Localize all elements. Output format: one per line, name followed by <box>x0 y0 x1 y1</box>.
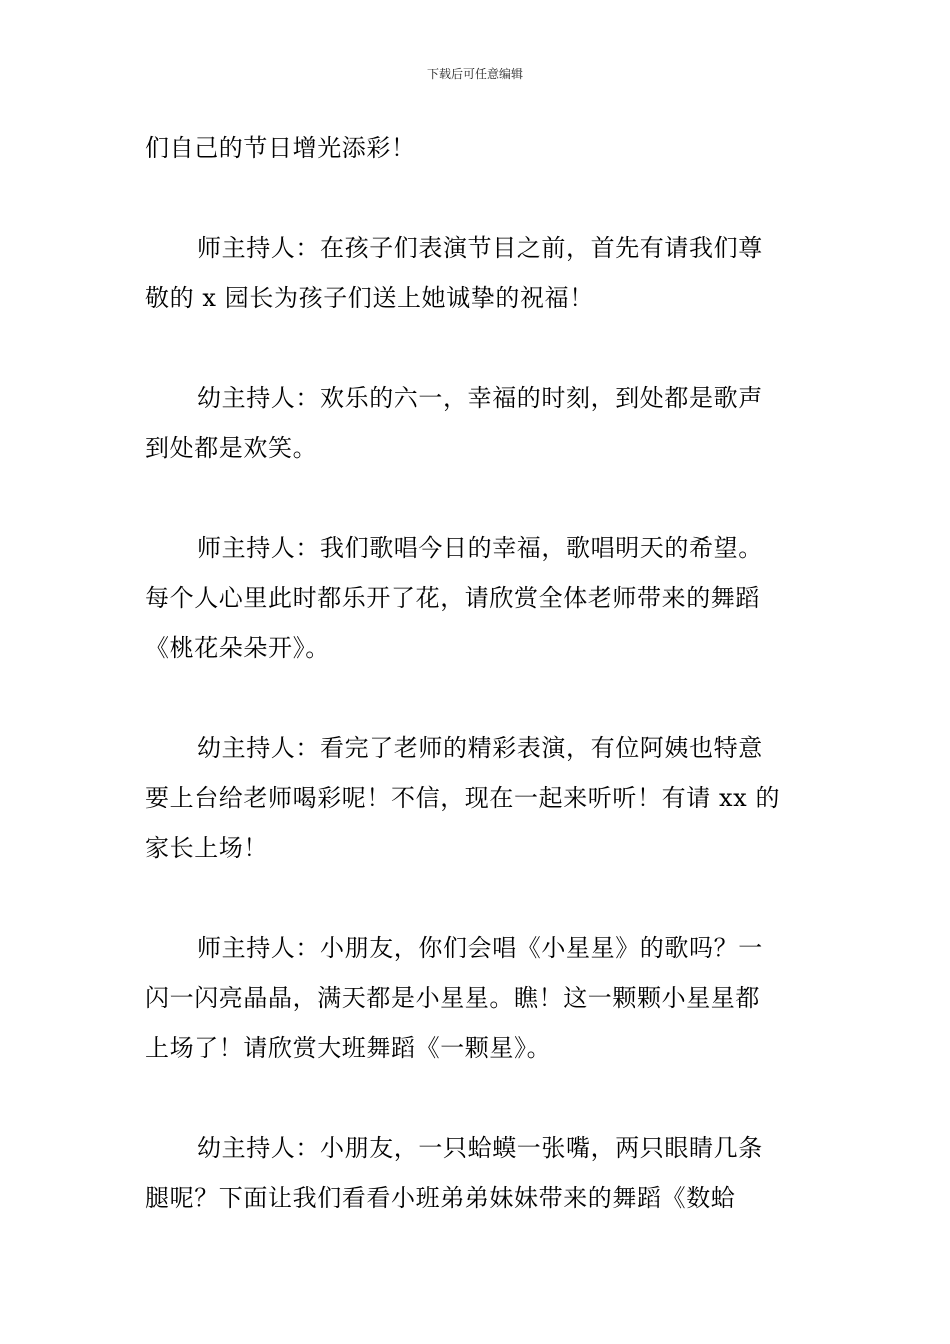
text-line: 幼主持人：欢乐的六一，幸福的时刻，到处都是歌声 <box>197 384 763 412</box>
text-line: 幼主持人：小朋友，一只蛤蟆一张嘴，两只眼睛几条 <box>197 1134 763 1162</box>
text-line: 上场了！请欣赏大班舞蹈《一颗星》。 <box>145 1034 552 1062</box>
text-line: 到处都是欢笑。 <box>145 434 318 462</box>
paragraph <box>145 1123 810 1223</box>
paragraph <box>145 223 810 323</box>
paragraph <box>145 373 810 473</box>
text-line: 师主持人：我们歌唱今日的幸福，歌唱明天的希望。 <box>197 534 763 562</box>
text-line: 家长上场！ <box>145 834 268 862</box>
paragraph <box>145 523 810 673</box>
paragraph <box>145 923 810 1073</box>
text-line: 要上台给老师喝彩呢！不信，现在一起来听听！有请 xx 的 <box>145 784 781 812</box>
text-line: 敬的 x 园长为孩子们送上她诚挚的祝福！ <box>145 284 594 312</box>
text-line: 《桃花朵朵开》。 <box>145 634 330 662</box>
text-line: 们自己的节日增光添彩！ <box>145 134 416 162</box>
text-line: 师主持人：小朋友，你们会唱《小星星》的歌吗？一 <box>197 934 763 962</box>
text-line: 腿呢？下面让我们看看小班弟弟妹妹带来的舞蹈《数蛤 <box>145 1184 736 1212</box>
paragraph <box>145 123 810 173</box>
text-line: 每个人心里此时都乐开了花，请欣赏全体老师带来的舞蹈 <box>145 584 760 612</box>
page-header: 下载后可任意编辑 <box>426 67 523 81</box>
text-line: 师主持人：在孩子们表演节目之前，首先有请我们尊 <box>197 234 763 262</box>
paragraph <box>145 723 810 873</box>
document-body <box>145 123 810 1223</box>
text-line: 闪一闪亮晶晶，满天都是小星星。瞧！这一颗颗小星星都 <box>145 984 760 1012</box>
text-line: 幼主持人：看完了老师的精彩表演，有位阿姨也特意 <box>197 734 763 762</box>
